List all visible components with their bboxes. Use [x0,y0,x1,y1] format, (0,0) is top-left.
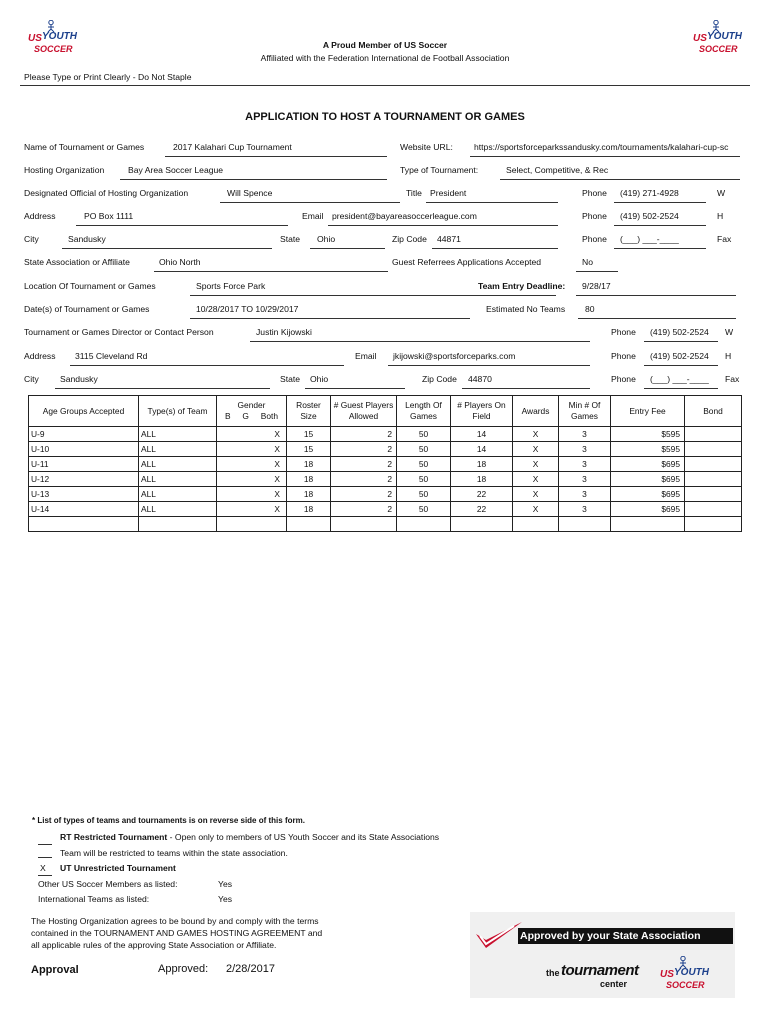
col-age-groups: Age Groups Accepted [29,396,139,427]
rt-title: RT Restricted Tournament [60,832,168,842]
gender-b-cell [217,489,238,499]
official-phone-w[interactable]: (419) 271-4928 [620,188,679,198]
field-underline [578,318,736,319]
director-address-value[interactable]: 3115 Cleveland Rd [75,351,148,361]
h-label: H [717,211,724,221]
tournament-name-value[interactable]: 2017 Kalahari Cup Tournament [173,142,292,152]
website-value[interactable]: https://sportsforceparkssandusky.com/tournaments/kalahari-cup-sc [474,142,729,152]
cell-guest[interactable]: 2 [331,427,397,442]
rt-checkbox-line-2 [38,857,52,858]
list-note: * List of types of teams and tournaments is on reverse side of this form. [32,816,305,825]
col-players: # Players On Field [451,396,513,427]
cell-roster[interactable]: 18 [287,502,331,517]
rt-checkbox-line [38,844,52,845]
logo-us: US [693,33,707,44]
ut-checkbox-line [38,875,52,876]
cell-guest[interactable]: 2 [331,472,397,487]
col-types: Type(s) of Team [139,396,217,427]
cell-guest[interactable]: 2 [331,502,397,517]
cell-roster[interactable]: 18 [287,472,331,487]
empty-cell[interactable] [217,517,287,532]
h-label: H [725,351,732,361]
col-gender [217,396,287,427]
cell-type[interactable]: ALL [139,457,217,472]
tournament-center-logo [546,962,640,992]
field-underline [305,388,405,389]
zip-value[interactable]: 44871 [437,234,461,244]
gender-both-cell: X [274,489,280,499]
cell-age[interactable]: U-12 [29,472,139,487]
guest-ref-value[interactable]: No [582,257,593,267]
col-entry-fee: Entry Fee [611,396,685,427]
approved-banner [518,928,733,944]
cell-roster[interactable]: 15 [287,427,331,442]
cell-min[interactable]: 3 [559,427,611,442]
state-label: State [280,234,301,244]
rt-desc2: Team will be restricted to teams within the state association. [60,848,288,858]
deadline-label: Team Entry Deadline: [478,281,566,291]
field-underline [576,295,736,296]
phone-label: Phone [611,374,636,384]
col-length: Length Of Games [397,396,451,427]
cell-fee[interactable]: $595 [611,427,685,442]
field-underline [644,341,718,342]
cell-fee[interactable]: $595 [611,442,685,457]
gender-g-cell [238,429,259,439]
field-underline [426,202,558,203]
cell-players[interactable]: 18 [451,472,513,487]
field-underline [250,341,590,342]
email-label: Email [355,351,377,361]
age-groups-table [28,395,742,532]
city-label: City [24,374,39,384]
approval-label: Approval [31,964,79,976]
gender-both-cell: X [274,459,280,469]
logo-youth: YOUTH [674,967,709,978]
other-members-value[interactable]: Yes [218,879,233,889]
cell-fee[interactable]: $695 [611,487,685,502]
gender-header: Gender [237,400,266,410]
fax-label: Fax [725,374,740,384]
logo-us: US [28,33,42,44]
zip-label: Zip Code [392,234,427,244]
official-fax[interactable]: (___) ___-____ [620,234,679,244]
col-roster: Roster Size [287,396,331,427]
cell-length[interactable]: 50 [397,502,451,517]
cell-length[interactable]: 50 [397,442,451,457]
cell-length[interactable]: 50 [397,427,451,442]
state-value[interactable]: Ohio [317,234,336,244]
table-row [29,472,742,487]
phone-label: Phone [582,188,607,198]
tc-sub: center [600,979,628,989]
cell-bond[interactable] [685,427,742,442]
state-label: State [280,374,301,384]
cell-awards[interactable]: X [513,442,559,457]
gender-g-cell [238,444,259,454]
city-value[interactable]: Sandusky [68,234,106,244]
cell-awards[interactable]: X [513,457,559,472]
gender-b-cell [217,504,238,514]
col-awards: Awards [513,396,559,427]
field-underline [644,365,718,366]
cell-age[interactable]: U-13 [29,487,139,502]
cell-players[interactable]: 22 [451,487,513,502]
gender-b-cell [217,474,238,484]
dates-value[interactable]: 10/28/2017 TO 10/29/2017 [196,304,299,314]
logo-us: US [660,969,674,980]
cell-age[interactable]: U-11 [29,457,139,472]
address-label: Address [24,351,56,361]
empty-cell[interactable] [611,517,685,532]
w-label: W [717,188,726,198]
logo-youth: YOUTH [707,31,742,42]
field-underline [190,318,470,319]
gender-both-cell: X [274,444,280,454]
col-min-games: Min # Of Games [559,396,611,427]
agreement-line-2: contained in the TOURNAMENT AND GAMES HOSTING AGREEMENT and [31,928,323,938]
empty-cell[interactable] [451,517,513,532]
gender-subheaders [219,411,284,422]
cell-awards[interactable]: X [513,502,559,517]
instructions: Please Type or Print Clearly - Do Not Staple [24,72,192,82]
field-underline [120,179,387,180]
email-label: Email [302,211,324,221]
deadline-value[interactable]: 9/28/17 [582,281,611,291]
gender-cells [217,459,286,469]
director-fax[interactable]: (___) ___-____ [650,374,709,384]
field-underline [220,202,400,203]
us-youth-soccer-logo-footer [660,956,709,994]
field-underline [470,156,740,157]
city-label: City [24,234,39,244]
logo-soccer: SOCCER [699,44,738,54]
cell-fee[interactable]: $695 [611,502,685,517]
other-members-label: Other US Soccer Members as listed: [38,879,178,889]
empty-cell[interactable] [397,517,451,532]
ut-title: UT Unrestricted Tournament [60,863,176,873]
type-label: Type of Tournament: [400,165,479,175]
cell-gender[interactable] [217,502,287,517]
gender-both-cell: X [274,474,280,484]
cell-players[interactable]: 22 [451,502,513,517]
field-underline [432,248,558,249]
approved-date[interactable]: 2/28/2017 [226,963,275,975]
cell-type[interactable]: ALL [139,427,217,442]
official-phone-h[interactable]: (419) 502-2524 [620,211,679,221]
phone-label: Phone [582,211,607,221]
rt-desc: - Open only to members of US Youth Soccer and its State Associations [167,832,440,842]
checkmark-swoosh-icon [474,920,524,950]
cell-fee[interactable]: $695 [611,457,685,472]
type-value[interactable]: Select, Competitive, & Rec [506,165,609,175]
gender-both: Both [260,411,279,421]
header-member-line: A Proud Member of US Soccer [322,40,448,50]
est-teams-value[interactable]: 80 [585,304,595,314]
website-label: Website URL: [400,142,453,152]
cell-type[interactable]: ALL [139,472,217,487]
tournament-name-label: Name of Tournament or Games [24,142,145,152]
phone-label: Phone [582,234,607,244]
official-value[interactable]: Will Spence [227,188,273,198]
gender-g: G [242,411,249,421]
tc-the: the [546,968,560,978]
header-divider [20,85,750,86]
cell-gender[interactable] [217,457,287,472]
zip-label: Zip Code [422,374,457,384]
cell-fee[interactable]: $695 [611,472,685,487]
cell-gender[interactable] [217,442,287,457]
tc-main: tournament [561,962,639,979]
field-underline [154,271,388,272]
cell-type[interactable]: ALL [139,502,217,517]
logo-youth: YOUTH [42,31,77,42]
cell-roster[interactable]: 18 [287,487,331,502]
gender-cells [217,489,286,499]
dates-label: Date(s) of Tournament or Games [24,304,150,314]
gender-cells [217,474,286,484]
field-underline [388,365,590,366]
table-row [29,427,742,442]
field-underline [462,388,590,389]
empty-cell[interactable] [331,517,397,532]
field-underline [70,365,344,366]
form-title: APPLICATION TO HOST A TOURNAMENT OR GAMES [245,111,525,123]
state-assoc-value[interactable]: Ohio North [159,257,201,267]
cell-bond[interactable] [685,487,742,502]
state-assoc-label: State Association or Affiliate [24,257,130,267]
fax-label: Fax [717,234,732,244]
director-phone-h[interactable]: (419) 502-2524 [650,351,709,361]
cell-awards[interactable]: X [513,472,559,487]
guest-ref-label: Guest Referrees Applications Accepted [392,257,542,267]
rt-line [60,832,439,842]
ut-mark[interactable]: X [40,863,46,873]
cell-guest[interactable]: 2 [331,487,397,502]
field-underline [614,225,706,226]
gender-g-cell [238,489,259,499]
cell-roster[interactable]: 15 [287,442,331,457]
empty-cell[interactable] [513,517,559,532]
cell-roster[interactable]: 18 [287,457,331,472]
location-label: Location Of Tournament or Games [24,281,156,291]
empty-cell[interactable] [287,517,331,532]
title-label: Title [406,188,422,198]
table-row [29,502,742,517]
cell-guest[interactable]: 2 [331,442,397,457]
field-underline [614,248,706,249]
cell-players[interactable]: 18 [451,457,513,472]
table-row [29,457,742,472]
hosting-org-value[interactable]: Bay Area Soccer League [128,165,224,175]
cell-age[interactable]: U-9 [29,427,139,442]
cell-age[interactable]: U-10 [29,442,139,457]
cell-min[interactable]: 3 [559,457,611,472]
logo-soccer: SOCCER [666,980,705,990]
gender-b-cell [217,429,238,439]
cell-gender[interactable] [217,487,287,502]
gender-cells [217,444,286,454]
field-underline [644,388,718,389]
cell-length[interactable]: 50 [397,487,451,502]
director-phone-w[interactable]: (419) 502-2524 [650,327,709,337]
gender-b: B [224,411,231,421]
col-bond: Bond [685,396,742,427]
agreement-line-1: The Hosting Organization agrees to be bound by and comply with the terms [31,916,319,926]
field-underline [614,202,706,203]
cell-guest[interactable]: 2 [331,457,397,472]
cell-min[interactable]: 3 [559,472,611,487]
gender-b-cell [217,444,238,454]
logo-soccer: SOCCER [34,44,73,54]
cell-awards[interactable]: X [513,427,559,442]
field-underline [76,225,288,226]
cell-bond[interactable] [685,472,742,487]
intl-value[interactable]: Yes [218,894,233,904]
cell-type[interactable]: ALL [139,487,217,502]
email-value[interactable]: president@bayareasoccerleague.com [332,211,477,221]
field-underline [310,248,385,249]
cell-length[interactable]: 50 [397,472,451,487]
field-underline [165,156,387,157]
phone-label: Phone [611,327,636,337]
cell-players[interactable]: 14 [451,442,513,457]
director-state-value[interactable]: Ohio [310,374,329,384]
hosting-org-label: Hosting Organization [24,165,105,175]
address-label: Address [24,211,56,221]
cell-bond[interactable] [685,502,742,517]
cell-gender[interactable] [217,427,287,442]
address-value[interactable]: PO Box 1111 [84,211,134,221]
gender-cells [217,504,286,514]
gender-g-cell [238,459,259,469]
empty-cell[interactable] [139,517,217,532]
field-underline [576,271,618,272]
header-affiliation-line: Affiliated with the Federation International de Football Association [260,53,510,63]
table-row [29,487,742,502]
cell-players[interactable]: 14 [451,427,513,442]
gender-b-cell [217,459,238,469]
official-label: Designated Official of Hosting Organization [24,188,189,198]
cell-type[interactable]: ALL [139,442,217,457]
director-email-value[interactable]: jkijowski@sportsforceparks.com [393,351,516,361]
table-row [29,442,742,457]
director-zip-value[interactable]: 44870 [468,374,492,384]
agreement-line-3: all applicable rules of the approving State Association or Affiliate. [31,940,277,950]
approved-label: Approved: [158,963,209,975]
cell-bond[interactable] [685,457,742,472]
field-underline [328,225,558,226]
field-underline [62,248,272,249]
official-title-value[interactable]: President [430,188,467,198]
cell-awards[interactable]: X [513,487,559,502]
field-underline [190,295,556,296]
director-city-value[interactable]: Sandusky [60,374,98,384]
director-value[interactable]: Justin Kijowski [256,327,312,337]
state-association-box [470,912,735,998]
gender-g-cell [238,504,259,514]
gender-cells [217,429,286,439]
cell-min[interactable]: 3 [559,502,611,517]
phone-label: Phone [611,351,636,361]
intl-label: International Teams as listed: [38,894,150,904]
cell-min[interactable]: 3 [559,442,611,457]
w-label: W [725,327,734,337]
field-underline [55,388,270,389]
col-guest: # Guest Players Allowed [331,396,397,427]
cell-length[interactable]: 50 [397,457,451,472]
gender-both-cell: X [274,429,280,439]
cell-gender[interactable] [217,472,287,487]
empty-cell[interactable] [559,517,611,532]
location-value[interactable]: Sports Force Park [196,281,266,291]
cell-min[interactable]: 3 [559,487,611,502]
field-underline [500,179,740,180]
gender-both-cell: X [274,504,280,514]
director-label: Tournament or Games Director or Contact Person [24,327,214,337]
cell-bond[interactable] [685,442,742,457]
empty-cell[interactable] [685,517,742,532]
empty-cell[interactable] [29,517,139,532]
cell-age[interactable]: U-14 [29,502,139,517]
empty-table-area [29,517,742,532]
gender-g-cell [238,474,259,484]
est-teams-label: Estimated No Teams [486,304,566,314]
approved-by-text: Approved by your State Association [520,930,701,942]
